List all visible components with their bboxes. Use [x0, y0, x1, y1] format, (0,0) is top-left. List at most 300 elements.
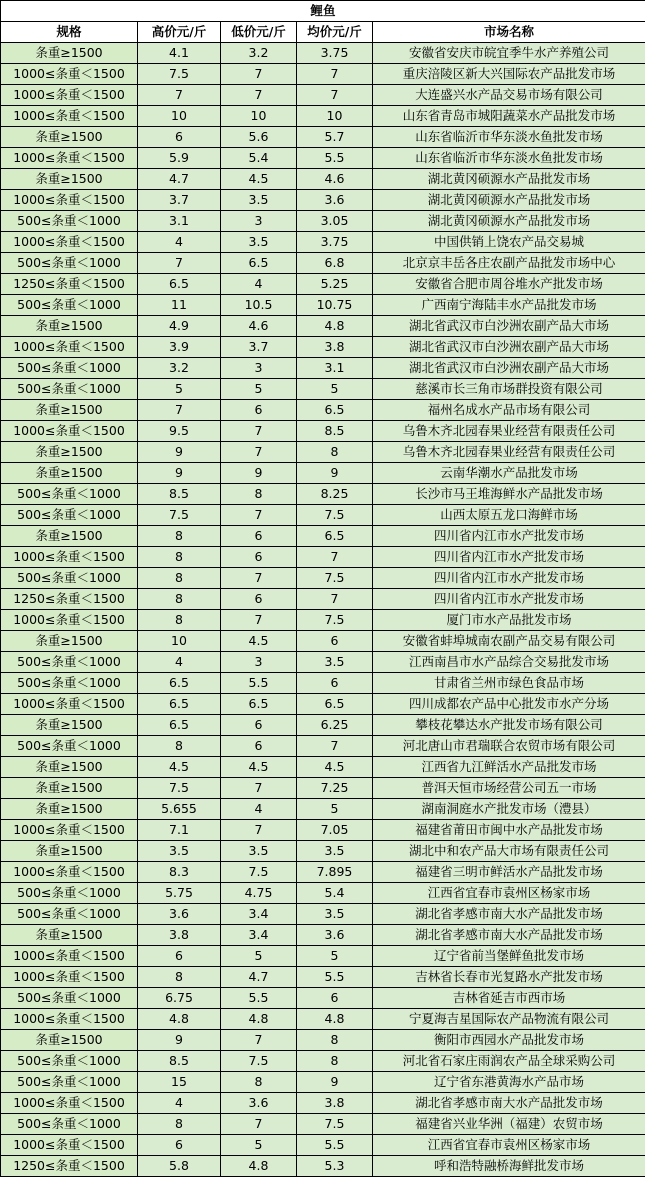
table-row [1, 316, 645, 337]
cell-low-price: 7 [221, 1114, 297, 1135]
cell-spec: 1000≤条重＜1500 [1, 421, 138, 442]
cell-spec: 条重≥1500 [1, 442, 138, 463]
cell-avg-price: 6 [297, 631, 373, 652]
cell-low-price: 10 [221, 106, 297, 127]
cell-avg-price: 3.6 [297, 190, 373, 211]
cell-market-name: 湖北省武汉市白沙洲农副产品大市场 [373, 316, 645, 337]
cell-avg-price: 7 [297, 85, 373, 106]
cell-spec: 1000≤条重＜1500 [1, 337, 138, 358]
cell-low-price: 4.5 [221, 169, 297, 190]
cell-spec: 条重≥1500 [1, 799, 138, 820]
cell-low-price: 4.8 [221, 1009, 297, 1030]
cell-avg-price: 3.5 [297, 904, 373, 925]
table-row [1, 904, 645, 925]
table-row [1, 400, 645, 421]
cell-spec: 500≤条重＜1000 [1, 904, 138, 925]
cell-avg-price: 7.5 [297, 505, 373, 526]
cell-avg-price: 8.25 [297, 484, 373, 505]
cell-spec: 1000≤条重＜1500 [1, 232, 138, 253]
cell-market-name: 四川省内江市水产批发市场 [373, 547, 645, 568]
table-row [1, 1093, 645, 1114]
cell-high-price: 4 [138, 652, 221, 673]
cell-high-price: 3.6 [138, 904, 221, 925]
cell-low-price: 7 [221, 568, 297, 589]
cell-spec: 条重≥1500 [1, 43, 138, 64]
cell-high-price: 6.5 [138, 274, 221, 295]
cell-low-price: 3.5 [221, 841, 297, 862]
cell-avg-price: 5.3 [297, 1156, 373, 1177]
table-row [1, 169, 645, 190]
cell-low-price: 6.5 [221, 694, 297, 715]
cell-low-price: 6 [221, 526, 297, 547]
header-market-name: 市场名称 [373, 22, 645, 43]
cell-high-price: 7 [138, 253, 221, 274]
table-row [1, 1009, 645, 1030]
cell-avg-price: 10.75 [297, 295, 373, 316]
table-row [1, 673, 645, 694]
cell-avg-price: 8 [297, 1030, 373, 1051]
cell-high-price: 4.9 [138, 316, 221, 337]
cell-avg-price: 7 [297, 589, 373, 610]
cell-low-price: 4 [221, 799, 297, 820]
cell-low-price: 7 [221, 442, 297, 463]
cell-low-price: 3 [221, 211, 297, 232]
cell-high-price: 10 [138, 106, 221, 127]
table-row [1, 463, 645, 484]
cell-market-name: 湖北黄冈硕源水产品批发市场 [373, 190, 645, 211]
cell-market-name: 呼和浩特融桥海鲜批发市场 [373, 1156, 645, 1177]
cell-market-name: 四川省内江市水产批发市场 [373, 589, 645, 610]
cell-spec: 500≤条重＜1000 [1, 358, 138, 379]
cell-high-price: 6.5 [138, 694, 221, 715]
cell-avg-price: 5 [297, 379, 373, 400]
cell-low-price: 6.5 [221, 253, 297, 274]
cell-low-price: 3.5 [221, 232, 297, 253]
cell-avg-price: 3.75 [297, 43, 373, 64]
cell-high-price: 9 [138, 1030, 221, 1051]
cell-high-price: 10 [138, 631, 221, 652]
cell-market-name: 云南华潮水产品批发市场 [373, 463, 645, 484]
cell-low-price: 3.7 [221, 337, 297, 358]
cell-low-price: 7 [221, 85, 297, 106]
cell-market-name: 中国供销上饶农产品交易城 [373, 232, 645, 253]
cell-high-price: 3.9 [138, 337, 221, 358]
table-row [1, 862, 645, 883]
cell-market-name: 山东省临沂市华东淡水鱼批发市场 [373, 148, 645, 169]
cell-high-price: 6.5 [138, 715, 221, 736]
cell-low-price: 3.5 [221, 190, 297, 211]
cell-high-price: 6 [138, 1135, 221, 1156]
cell-spec: 条重≥1500 [1, 400, 138, 421]
cell-high-price: 8.5 [138, 484, 221, 505]
cell-high-price: 3.8 [138, 925, 221, 946]
cell-high-price: 4 [138, 1093, 221, 1114]
cell-market-name: 四川省内江市水产批发市场 [373, 568, 645, 589]
cell-low-price: 7 [221, 778, 297, 799]
cell-high-price: 7.1 [138, 820, 221, 841]
cell-low-price: 5.5 [221, 673, 297, 694]
cell-avg-price: 7.5 [297, 610, 373, 631]
cell-low-price: 7 [221, 64, 297, 85]
cell-avg-price: 3.1 [297, 358, 373, 379]
table-row [1, 694, 645, 715]
cell-high-price: 3.7 [138, 190, 221, 211]
cell-low-price: 4.5 [221, 757, 297, 778]
header-low-price: 低价元/斤 [221, 22, 297, 43]
cell-avg-price: 9 [297, 1072, 373, 1093]
table-row [1, 442, 645, 463]
cell-market-name: 江西南昌市水产品综合交易批发市场 [373, 652, 645, 673]
table-row [1, 526, 645, 547]
cell-low-price: 9 [221, 463, 297, 484]
cell-avg-price: 6.8 [297, 253, 373, 274]
cell-market-name: 湖北黄冈硕源水产品批发市场 [373, 211, 645, 232]
cell-high-price: 7 [138, 85, 221, 106]
cell-spec: 1000≤条重＜1500 [1, 1093, 138, 1114]
cell-market-name: 安徽省合肥市周谷堆水产批发市场 [373, 274, 645, 295]
cell-low-price: 3.2 [221, 43, 297, 64]
cell-market-name: 广西南宁海陆丰水产品批发市场 [373, 295, 645, 316]
table-row [1, 1135, 645, 1156]
cell-market-name: 福建省兴业华洲（福建）农贸市场 [373, 1114, 645, 1135]
cell-spec: 500≤条重＜1000 [1, 211, 138, 232]
cell-spec: 500≤条重＜1000 [1, 253, 138, 274]
cell-market-name: 安徽省安庆市皖宜季牛水产养殖公司 [373, 43, 645, 64]
cell-high-price: 7 [138, 400, 221, 421]
cell-high-price: 9 [138, 442, 221, 463]
cell-market-name: 福州名成水产品市场有限公司 [373, 400, 645, 421]
cell-avg-price: 5.5 [297, 1135, 373, 1156]
cell-high-price: 8 [138, 610, 221, 631]
table-row [1, 1072, 645, 1093]
cell-market-name: 攀枝花攀达水产批发市场有限公司 [373, 715, 645, 736]
table-row [1, 547, 645, 568]
cell-low-price: 7.5 [221, 862, 297, 883]
cell-market-name: 衡阳市西园水产品批发市场 [373, 1030, 645, 1051]
table-row [1, 274, 645, 295]
cell-market-name: 福建省莆田市闽中水产品批发市场 [373, 820, 645, 841]
cell-market-name: 湖北省孝感市南大水产品批发市场 [373, 904, 645, 925]
cell-avg-price: 5.7 [297, 127, 373, 148]
cell-spec: 条重≥1500 [1, 757, 138, 778]
cell-high-price: 9.5 [138, 421, 221, 442]
cell-low-price: 6 [221, 715, 297, 736]
cell-market-name: 吉林省延吉市西市场 [373, 988, 645, 1009]
cell-high-price: 11 [138, 295, 221, 316]
cell-avg-price: 7 [297, 64, 373, 85]
table-row [1, 925, 645, 946]
cell-spec: 1000≤条重＜1500 [1, 946, 138, 967]
cell-spec: 1000≤条重＜1500 [1, 694, 138, 715]
cell-avg-price: 5 [297, 799, 373, 820]
table-row [1, 1114, 645, 1135]
cell-low-price: 5.4 [221, 148, 297, 169]
cell-spec: 条重≥1500 [1, 526, 138, 547]
cell-low-price: 6 [221, 547, 297, 568]
cell-high-price: 7.5 [138, 778, 221, 799]
cell-spec: 1000≤条重＜1500 [1, 1135, 138, 1156]
cell-market-name: 江西省九江鲜活水产品批发市场 [373, 757, 645, 778]
cell-low-price: 5 [221, 379, 297, 400]
cell-avg-price: 7 [297, 736, 373, 757]
cell-low-price: 3.4 [221, 904, 297, 925]
cell-high-price: 8 [138, 568, 221, 589]
cell-low-price: 4.75 [221, 883, 297, 904]
table-row [1, 505, 645, 526]
cell-spec: 500≤条重＜1000 [1, 1072, 138, 1093]
cell-avg-price: 6.25 [297, 715, 373, 736]
title-row [1, 1, 645, 22]
table-row [1, 295, 645, 316]
cell-market-name: 乌鲁木齐北园春果业经营有限责任公司 [373, 421, 645, 442]
cell-spec: 条重≥1500 [1, 463, 138, 484]
table-row [1, 106, 645, 127]
cell-spec: 500≤条重＜1000 [1, 652, 138, 673]
table-row [1, 883, 645, 904]
cell-spec: 条重≥1500 [1, 841, 138, 862]
cell-spec: 1250≤条重＜1500 [1, 589, 138, 610]
cell-market-name: 北京京丰岳各庄农副产品批发市场中心 [373, 253, 645, 274]
table-row [1, 1051, 645, 1072]
cell-low-price: 7 [221, 820, 297, 841]
cell-low-price: 7.5 [221, 1051, 297, 1072]
cell-spec: 500≤条重＜1000 [1, 484, 138, 505]
cell-high-price: 3.5 [138, 841, 221, 862]
cell-avg-price: 7.895 [297, 862, 373, 883]
cell-high-price: 4.5 [138, 757, 221, 778]
cell-low-price: 4.8 [221, 1156, 297, 1177]
cell-spec: 1250≤条重＜1500 [1, 274, 138, 295]
cell-spec: 1000≤条重＜1500 [1, 148, 138, 169]
cell-market-name: 湖北省孝感市南大水产品批发市场 [373, 1093, 645, 1114]
cell-spec: 条重≥1500 [1, 631, 138, 652]
cell-high-price: 5 [138, 379, 221, 400]
table-body [1, 43, 645, 1177]
cell-spec: 条重≥1500 [1, 316, 138, 337]
cell-market-name: 河北唐山市君瑞联合农贸市场有限公司 [373, 736, 645, 757]
cell-avg-price: 6.5 [297, 400, 373, 421]
cell-market-name: 甘肃省兰州市绿色食品市场 [373, 673, 645, 694]
cell-avg-price: 7 [297, 547, 373, 568]
table-row [1, 358, 645, 379]
cell-spec: 500≤条重＜1000 [1, 1051, 138, 1072]
table-row [1, 484, 645, 505]
cell-market-name: 吉林省长春市光复路水产批发市场 [373, 967, 645, 988]
cell-market-name: 四川成都农产品中心批发市水产分场 [373, 694, 645, 715]
cell-avg-price: 9 [297, 463, 373, 484]
table-row [1, 988, 645, 1009]
cell-high-price: 3.1 [138, 211, 221, 232]
table-row [1, 379, 645, 400]
cell-avg-price: 3.5 [297, 841, 373, 862]
cell-low-price: 3.4 [221, 925, 297, 946]
cell-spec: 500≤条重＜1000 [1, 295, 138, 316]
cell-avg-price: 4.8 [297, 316, 373, 337]
cell-market-name: 湖北省武汉市白沙洲农副产品大市场 [373, 358, 645, 379]
cell-spec: 500≤条重＜1000 [1, 568, 138, 589]
cell-market-name: 江西省宜春市袁州区杨家市场 [373, 883, 645, 904]
cell-spec: 条重≥1500 [1, 778, 138, 799]
table-row [1, 757, 645, 778]
cell-avg-price: 5.4 [297, 883, 373, 904]
cell-low-price: 4.7 [221, 967, 297, 988]
cell-spec: 1000≤条重＜1500 [1, 190, 138, 211]
cell-avg-price: 6 [297, 988, 373, 1009]
cell-spec: 条重≥1500 [1, 925, 138, 946]
cell-market-name: 辽宁省前当堡鲜鱼批发市场 [373, 946, 645, 967]
header-spec: 规格 [1, 22, 138, 43]
cell-avg-price: 8.5 [297, 421, 373, 442]
cell-low-price: 5 [221, 1135, 297, 1156]
cell-spec: 条重≥1500 [1, 715, 138, 736]
table-row [1, 190, 645, 211]
cell-high-price: 6 [138, 946, 221, 967]
table-row [1, 421, 645, 442]
cell-avg-price: 3.8 [297, 337, 373, 358]
cell-market-name: 山西太原五龙口海鲜市场 [373, 505, 645, 526]
header-high-price: 高价元/斤 [138, 22, 221, 43]
cell-low-price: 5.6 [221, 127, 297, 148]
table-row [1, 43, 645, 64]
table-row [1, 85, 645, 106]
cell-low-price: 4.6 [221, 316, 297, 337]
cell-avg-price: 3.05 [297, 211, 373, 232]
cell-low-price: 5.5 [221, 988, 297, 1009]
cell-high-price: 8 [138, 526, 221, 547]
cell-low-price: 6 [221, 736, 297, 757]
cell-spec: 500≤条重＜1000 [1, 379, 138, 400]
cell-avg-price: 3.5 [297, 652, 373, 673]
cell-avg-price: 4.8 [297, 1009, 373, 1030]
cell-market-name: 山东省青岛市城阳蔬菜水产品批发市场 [373, 106, 645, 127]
cell-spec: 1000≤条重＜1500 [1, 820, 138, 841]
cell-low-price: 6 [221, 400, 297, 421]
cell-low-price: 3.6 [221, 1093, 297, 1114]
cell-avg-price: 8 [297, 442, 373, 463]
cell-market-name: 大连盛兴水产品交易市场有限公司 [373, 85, 645, 106]
cell-spec: 1000≤条重＜1500 [1, 64, 138, 85]
cell-high-price: 5.655 [138, 799, 221, 820]
cell-avg-price: 5 [297, 946, 373, 967]
cell-spec: 1000≤条重＜1500 [1, 106, 138, 127]
cell-spec: 500≤条重＜1000 [1, 505, 138, 526]
cell-avg-price: 6 [297, 673, 373, 694]
cell-market-name: 长沙市马王堆海鲜水产品批发市场 [373, 484, 645, 505]
table-row [1, 799, 645, 820]
cell-low-price: 8 [221, 484, 297, 505]
cell-spec: 1000≤条重＜1500 [1, 547, 138, 568]
cell-avg-price: 4.5 [297, 757, 373, 778]
table-row [1, 1156, 645, 1177]
cell-market-name: 湖北黄冈硕源水产品批发市场 [373, 169, 645, 190]
table-row [1, 946, 645, 967]
table-title: 鲤鱼 [1, 1, 645, 22]
cell-high-price: 8 [138, 1114, 221, 1135]
cell-market-name: 湖北省武汉市白沙洲农副产品大市场 [373, 337, 645, 358]
cell-market-name: 福建省三明市鲜活水产品批发市场 [373, 862, 645, 883]
table-row [1, 148, 645, 169]
table-row [1, 778, 645, 799]
cell-high-price: 8 [138, 967, 221, 988]
cell-spec: 1000≤条重＜1500 [1, 85, 138, 106]
cell-high-price: 4 [138, 232, 221, 253]
table-row [1, 589, 645, 610]
cell-low-price: 6 [221, 589, 297, 610]
cell-spec: 1000≤条重＜1500 [1, 862, 138, 883]
cell-market-name: 山东省临沂市华东淡水鱼批发市场 [373, 127, 645, 148]
cell-high-price: 15 [138, 1072, 221, 1093]
cell-spec: 1250≤条重＜1500 [1, 1156, 138, 1177]
cell-avg-price: 4.6 [297, 169, 373, 190]
table-row [1, 841, 645, 862]
cell-low-price: 5 [221, 946, 297, 967]
cell-high-price: 8.5 [138, 1051, 221, 1072]
cell-high-price: 7.5 [138, 505, 221, 526]
cell-low-price: 4 [221, 274, 297, 295]
table-row [1, 967, 645, 988]
cell-low-price: 7 [221, 505, 297, 526]
cell-avg-price: 5.25 [297, 274, 373, 295]
cell-low-price: 3 [221, 652, 297, 673]
cell-market-name: 湖北省孝感市南大水产品批发市场 [373, 925, 645, 946]
cell-market-name: 慈溪市长三角市场群投资有限公司 [373, 379, 645, 400]
table-row [1, 610, 645, 631]
cell-market-name: 重庆涪陵区新大兴国际农产品批发市场 [373, 64, 645, 85]
table-row [1, 232, 645, 253]
cell-market-name: 宁夏海吉星国际农产品物流有限公司 [373, 1009, 645, 1030]
cell-market-name: 厦门市水产品批发市场 [373, 610, 645, 631]
cell-low-price: 10.5 [221, 295, 297, 316]
table-row [1, 568, 645, 589]
table-row [1, 1030, 645, 1051]
header-avg-price: 均价元/斤 [297, 22, 373, 43]
cell-spec: 1000≤条重＜1500 [1, 967, 138, 988]
table-row [1, 337, 645, 358]
cell-high-price: 3.2 [138, 358, 221, 379]
cell-market-name: 安徽省蚌埠城南农副产品交易有限公司 [373, 631, 645, 652]
cell-low-price: 3 [221, 358, 297, 379]
cell-market-name: 辽宁省东港黄海水产品市场 [373, 1072, 645, 1093]
cell-spec: 500≤条重＜1000 [1, 1114, 138, 1135]
cell-spec: 1000≤条重＜1500 [1, 610, 138, 631]
cell-avg-price: 3.8 [297, 1093, 373, 1114]
cell-spec: 条重≥1500 [1, 127, 138, 148]
cell-high-price: 8 [138, 589, 221, 610]
cell-avg-price: 10 [297, 106, 373, 127]
table-row [1, 715, 645, 736]
cell-avg-price: 8 [297, 1051, 373, 1072]
cell-high-price: 5.75 [138, 883, 221, 904]
cell-market-name: 湖北中和农产品大市场有限责任公司 [373, 841, 645, 862]
cell-high-price: 4.1 [138, 43, 221, 64]
cell-market-name: 乌鲁木齐北园春果业经营有限责任公司 [373, 442, 645, 463]
cell-spec: 500≤条重＜1000 [1, 988, 138, 1009]
cell-avg-price: 6.5 [297, 694, 373, 715]
cell-market-name: 四川省内江市水产批发市场 [373, 526, 645, 547]
cell-spec: 条重≥1500 [1, 1030, 138, 1051]
cell-spec: 500≤条重＜1000 [1, 883, 138, 904]
cell-avg-price: 7.05 [297, 820, 373, 841]
cell-low-price: 8 [221, 1072, 297, 1093]
cell-high-price: 7.5 [138, 64, 221, 85]
cell-spec: 500≤条重＜1000 [1, 673, 138, 694]
table-row [1, 211, 645, 232]
cell-high-price: 8.3 [138, 862, 221, 883]
cell-avg-price: 7.5 [297, 1114, 373, 1135]
cell-high-price: 4.8 [138, 1009, 221, 1030]
cell-market-name: 湖南洞庭水产批发市场（澧县） [373, 799, 645, 820]
cell-spec: 条重≥1500 [1, 169, 138, 190]
